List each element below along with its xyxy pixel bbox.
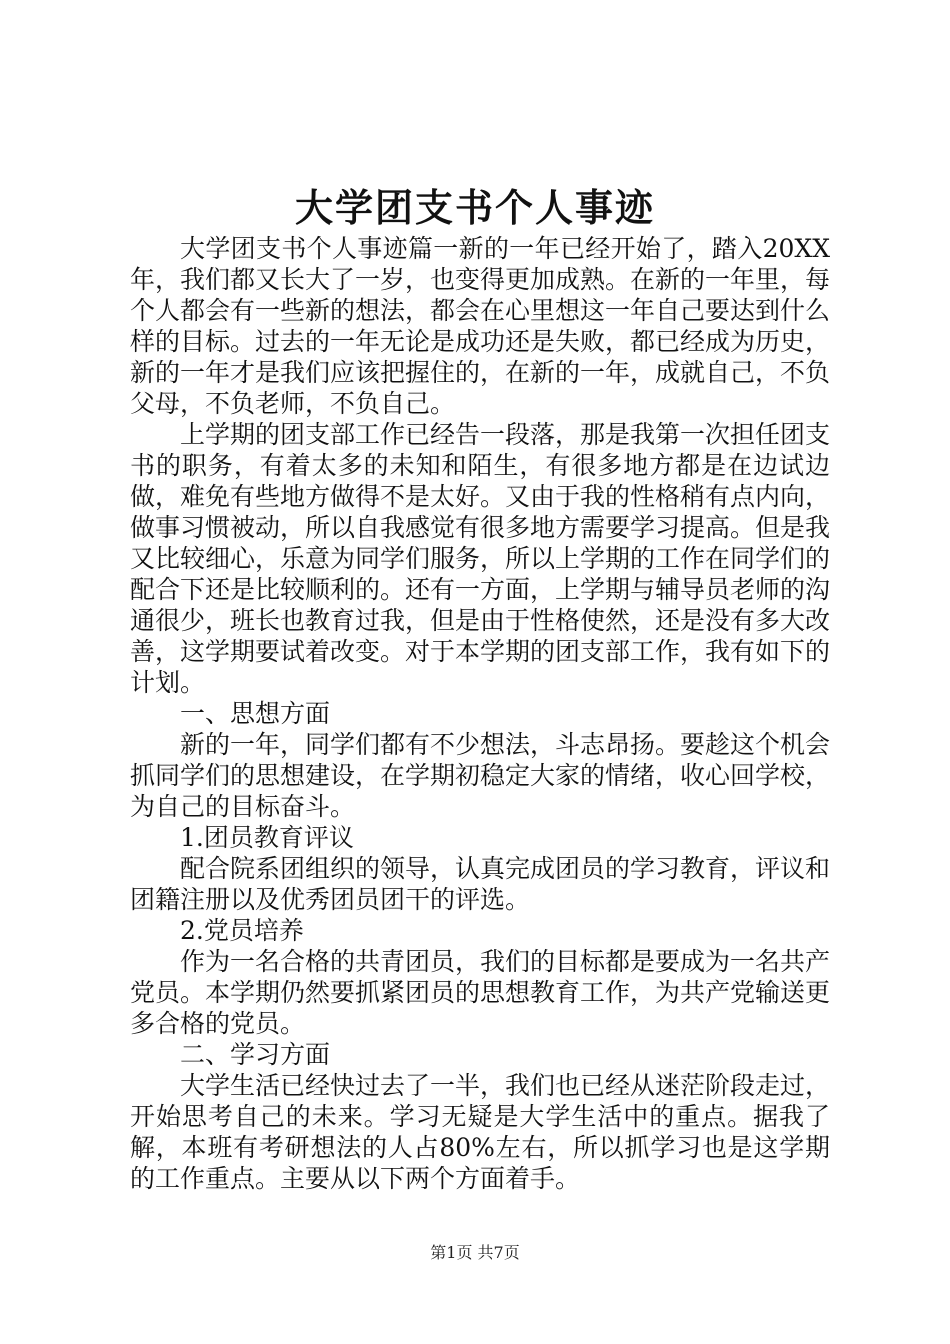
paragraph-intro: 大学团支书个人事迹篇一新的一年已经开始了，踏入20XX年，我们都又长大了一岁，也变得更加成熟。在新的一年里，每个人都会有一些新的想法，都会在心里想这一年自己要达到什么样的目标。过去的一年无论是成功还是失败，都已经成为历史，新的一年才是我们应该把握住的，在新的一年，成就自己，不负父母，不负老师，不负自己。 xyxy=(130,234,831,418)
paragraph-member-review: 配合院系团组织的领导，认真完成团员的学习教育，评议和团籍注册以及优秀团员团干的评选。 xyxy=(130,854,831,914)
document-body xyxy=(130,233,830,1194)
paragraph-last-term: 上学期的团支部工作已经告一段落，那是我第一次担任团支书的职务，有着太多的未知和陌生，有很多地方都是在边试边做，难免有些地方做得不是太好。又由于我的性格稍有点内向，做事习惯被动，所以自我感觉有很多地方需要学习提高。但是我又比较细心，乐意为同学们服务，所以上学期的工作在同学们的配合下还是比较顺利的。还有一方面，上学期与辅导员老师的沟通很少，班长也教育过我，但是由于性格使然，还是没有多大改善，这学期要试着改变。对于本学期的团支部工作，我有如下的计划。 xyxy=(130,420,831,697)
paragraph-party-training: 作为一名合格的共青团员，我们的目标都是要成为一名共产党员。本学期仍然要抓紧团员的思想教育工作，为共产党输送更多合格的党员。 xyxy=(130,947,831,1038)
document-title: 大学团支书个人事迹 xyxy=(294,185,655,230)
paragraph-thought: 新的一年，同学们都有不少想法，斗志昂扬。要趁这个机会抓同学们的思想建设，在学期初稳定大家的情绪，收心回学校，为自己的目标奋斗。 xyxy=(130,730,831,821)
section-heading-thought: 一、思想方面 xyxy=(180,699,331,728)
paragraph-study: 大学生活已经快过去了一半，我们也已经从迷茫阶段走过，开始思考自己的未来。学习无疑是大学生活中的重点。据我了解，本班有考研想法的人占80%左右，所以抓学习也是这学期的工作重点。主要从以下两个方面着手。 xyxy=(130,1071,831,1193)
section-heading-study: 二、学习方面 xyxy=(180,1040,331,1069)
page-footer: 第1页 共7页 xyxy=(430,1243,520,1262)
subheading-member-review: 1.团员教育评议 xyxy=(180,823,354,852)
subheading-party-training: 2.党员培养 xyxy=(180,916,304,945)
